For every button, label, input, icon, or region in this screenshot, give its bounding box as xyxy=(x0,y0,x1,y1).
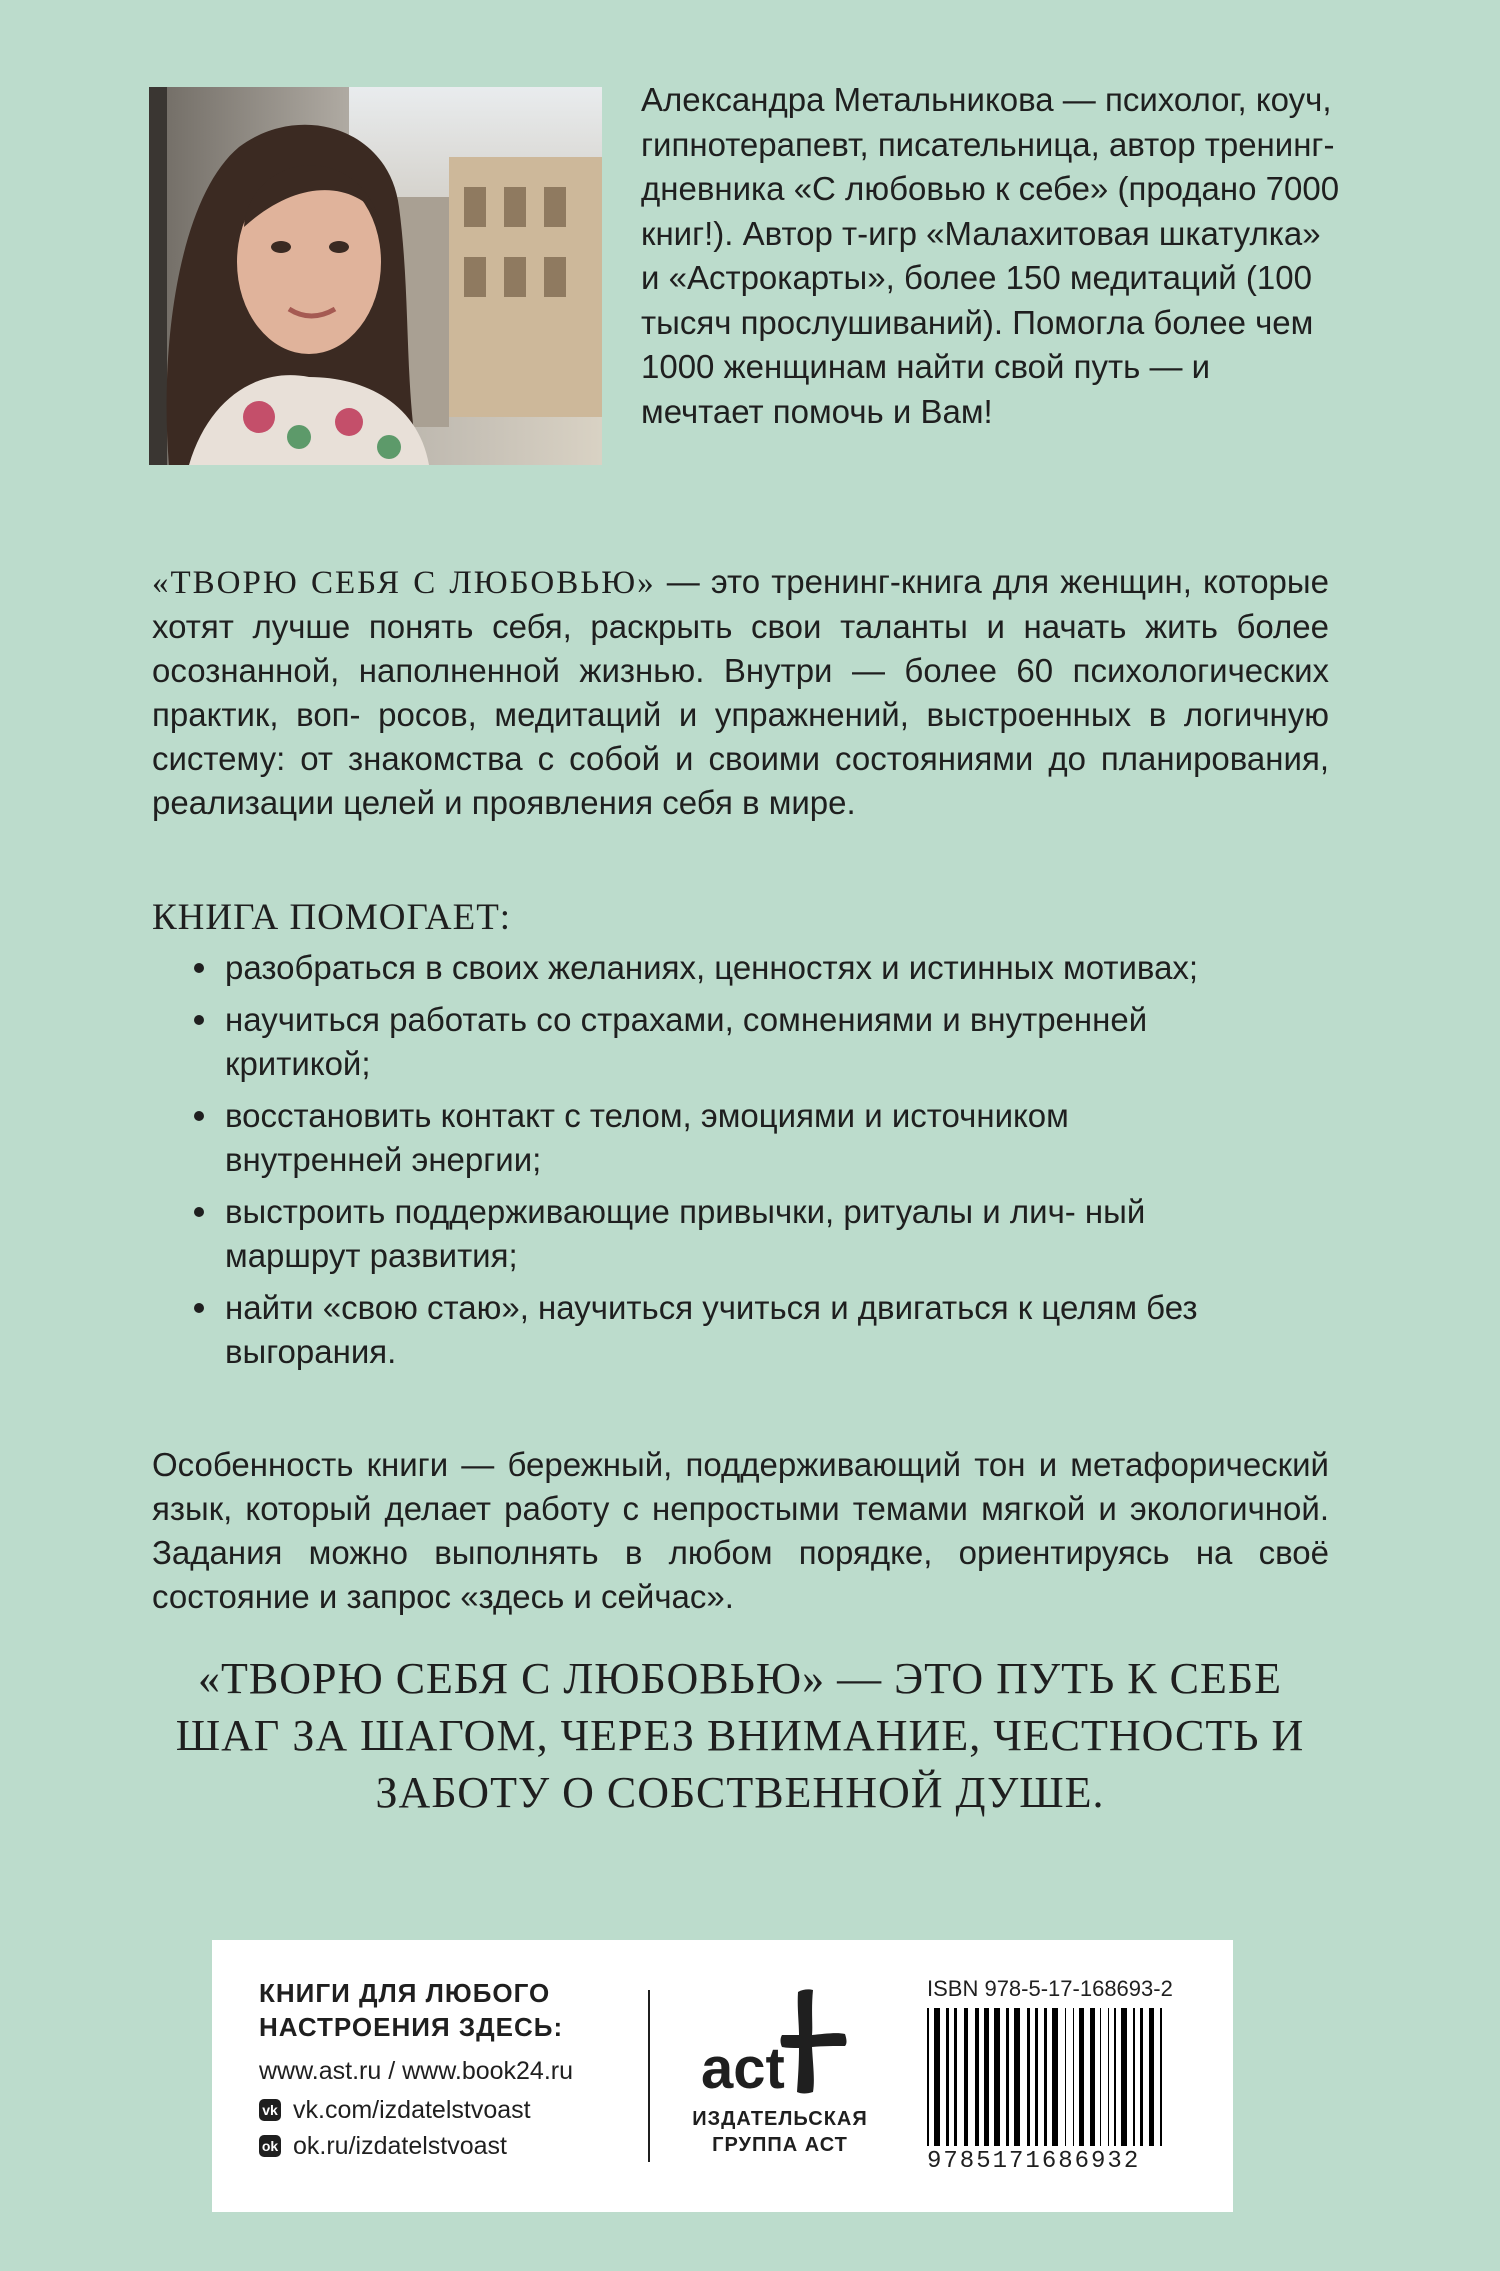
barcode-bar xyxy=(1049,2008,1051,2146)
list-item xyxy=(152,1190,1252,1278)
barcode-bar xyxy=(954,2008,957,2146)
barcode-bar xyxy=(1065,2008,1067,2146)
barcode-bar xyxy=(1011,2008,1013,2146)
list-item xyxy=(152,946,1252,990)
website-links[interactable]: www.ast.ru / www.book24.ru xyxy=(259,2057,574,2085)
barcode-bar xyxy=(1076,2008,1078,2146)
ean-digits: 9785171686932 xyxy=(927,2148,1141,2175)
barcode-bar xyxy=(1022,2008,1025,2146)
barcode-bar xyxy=(1108,2008,1110,2146)
barcode-bar xyxy=(1031,2008,1033,2146)
barcode-bar xyxy=(1096,2008,1098,2146)
barcode-bar xyxy=(1103,2008,1106,2146)
bullet-icon xyxy=(194,1207,204,1217)
barcode-bar xyxy=(1073,2008,1075,2146)
vk-link[interactable] xyxy=(259,2092,619,2128)
barcode-bar xyxy=(1039,2008,1042,2146)
barcode-bar xyxy=(946,2008,949,2146)
promo-heading: КНИГИ ДЛЯ ЛЮБОГО НАСТРОЕНИЯ ЗДЕСЬ: xyxy=(259,1978,564,2042)
barcode-bar xyxy=(1111,2008,1113,2146)
divider xyxy=(648,1990,650,2162)
barcode-bar xyxy=(984,2008,989,2146)
barcode-bar xyxy=(1079,2008,1084,2146)
barcode-bar xyxy=(994,2008,1000,2146)
barcode-bar xyxy=(951,2008,953,2146)
barcode-bar xyxy=(1085,2008,1088,2146)
barcode-bar xyxy=(930,2008,932,2146)
list-item-text: восстановить контакт с телом, эмоциями и источником внутренней энергии; xyxy=(225,1097,1069,1178)
barcode-bar xyxy=(1001,2008,1004,2146)
barcode-bar xyxy=(1100,2008,1102,2146)
author-photo xyxy=(149,87,602,465)
list-item-text: научиться работать со страхами, сомнениями и внутренней критикой; xyxy=(225,1001,1148,1082)
bullet-icon xyxy=(194,963,204,973)
list-item-text: разобраться в своих желаниях, ценностях и истинных мотивах; xyxy=(225,949,1199,986)
isbn: ISBN 978-5-17-168693-2 xyxy=(927,1976,1173,2001)
book-description xyxy=(152,560,1329,825)
list-item xyxy=(152,998,1252,1086)
ok-link-text: ok.ru/izdatelstvoast xyxy=(293,2132,507,2160)
author-photo-image xyxy=(149,87,602,465)
publisher-logo xyxy=(680,1980,880,2158)
barcode-bar xyxy=(1128,2008,1131,2146)
barcode-bar xyxy=(1035,2008,1038,2146)
tagline: «ТВОРЮ СЕБЯ С ЛЮБОВЬЮ» — ЭТО ПУТЬ К СЕБЕ ШАГ ЗА ШАГОМ, ЧЕРЕЗ ВНИМАНИЕ, ЧЕСТНОСТЬ И ЗАБОТУ О СОБСТВЕННОЙ ДУШЕ. xyxy=(175,1654,1305,1817)
ast-logo-icon xyxy=(695,1980,865,2100)
book-title: «ТВОРЮ СЕБЯ С ЛЮБОВЬЮ» xyxy=(152,565,656,601)
helps-heading: КНИГА ПОМОГАЕТ: xyxy=(152,897,512,938)
bullet-icon xyxy=(194,1015,204,1025)
barcode-bar xyxy=(1052,2008,1058,2146)
list-item-text: выстроить поддерживающие привычки, ритуалы и лич- ный маршрут развития; xyxy=(225,1193,1146,1274)
publisher-name: ИЗДАТЕЛЬСКАЯ ГРУППА АСТ xyxy=(692,2108,868,2156)
barcode-bar xyxy=(1136,2008,1138,2146)
ast-logo-text: act xyxy=(701,2036,785,2100)
book-description-text: — это тренинг-книга для женщин, которые хотят лучше понять себя, раскрыть свои таланты и начать жить более осознанной, наполненной жизнью. Внутри — более 60 психологических практик, воп- росов, медитаций и упражнений, выстроенных в логичную систему: от знакомства с собой и своими состояниями до планирования, реализации целей и проявления себя в мире. xyxy=(152,563,1329,821)
barcode-bar xyxy=(1140,2008,1143,2146)
barcode-bar xyxy=(1160,2008,1162,2146)
list-item-text: найти «свою стаю», научиться учиться и двигаться к целям без выгорания. xyxy=(225,1289,1198,1370)
vk-icon: vk xyxy=(259,2099,281,2121)
helps-list xyxy=(152,946,1252,1382)
barcode-bar xyxy=(959,2008,962,2146)
list-item xyxy=(152,1286,1252,1374)
footer-panel xyxy=(212,1940,1233,2212)
barcode-bar xyxy=(981,2008,983,2146)
barcode-bar xyxy=(990,2008,992,2146)
promo-block xyxy=(259,1976,619,2164)
barcode-bar xyxy=(1163,2008,1165,2146)
barcode-bar xyxy=(1027,2008,1030,2146)
features-paragraph: Особенность книги — бережный, поддерживающий тон и метафорический язык, который делает работу с непростыми темами мягкой и экологичной. Задания можно выполнять в любом порядке, ориентируясь на своё состояние и запрос «здесь и сейчас». xyxy=(152,1446,1329,1615)
ok-icon: ok xyxy=(259,2135,281,2157)
barcode-bar xyxy=(1117,2008,1119,2146)
barcode xyxy=(927,2008,1207,2146)
ok-link[interactable] xyxy=(259,2128,619,2164)
author-bio: Александра Метальникова — психолог, коуч, гипнотерапевт, писательница, автор тренинг-дневника «С любовью к себе» (продано 7000 книг!). Автор т-игр «Малахитовая шкатулка» и «Астрокарты», более 150 медитаций (100 тысяч прослушиваний). Помогла более чем 1000 женщинам найти свой путь — и мечтает помочь и Вам! xyxy=(641,81,1340,430)
barcode-bar xyxy=(1006,2008,1009,2146)
barcode-bar xyxy=(1155,2008,1158,2146)
barcode-bar xyxy=(1090,2008,1095,2146)
barcode-bar xyxy=(1014,2008,1020,2146)
barcode-bar xyxy=(927,2008,929,2146)
vk-link-text: vk.com/izdatelstvoast xyxy=(293,2096,531,2124)
barcode-bar xyxy=(964,2008,969,2146)
barcode-bar xyxy=(1144,2008,1147,2146)
bullet-icon xyxy=(194,1111,204,1121)
barcode-bar xyxy=(1114,2008,1116,2146)
barcode-bar xyxy=(970,2008,973,2146)
barcode-bar xyxy=(934,2008,940,2146)
barcode-bar xyxy=(1068,2008,1071,2146)
barcode-bar xyxy=(1149,2008,1154,2146)
barcode-block xyxy=(927,1976,1207,2175)
list-item xyxy=(152,1094,1252,1182)
barcode-bar xyxy=(1044,2008,1047,2146)
barcode-bar xyxy=(941,2008,944,2146)
bullet-icon xyxy=(194,1303,204,1313)
barcode-bar xyxy=(1133,2008,1135,2146)
barcode-bar xyxy=(1121,2008,1127,2146)
barcode-bar xyxy=(1060,2008,1063,2146)
barcode-bar xyxy=(975,2008,980,2146)
